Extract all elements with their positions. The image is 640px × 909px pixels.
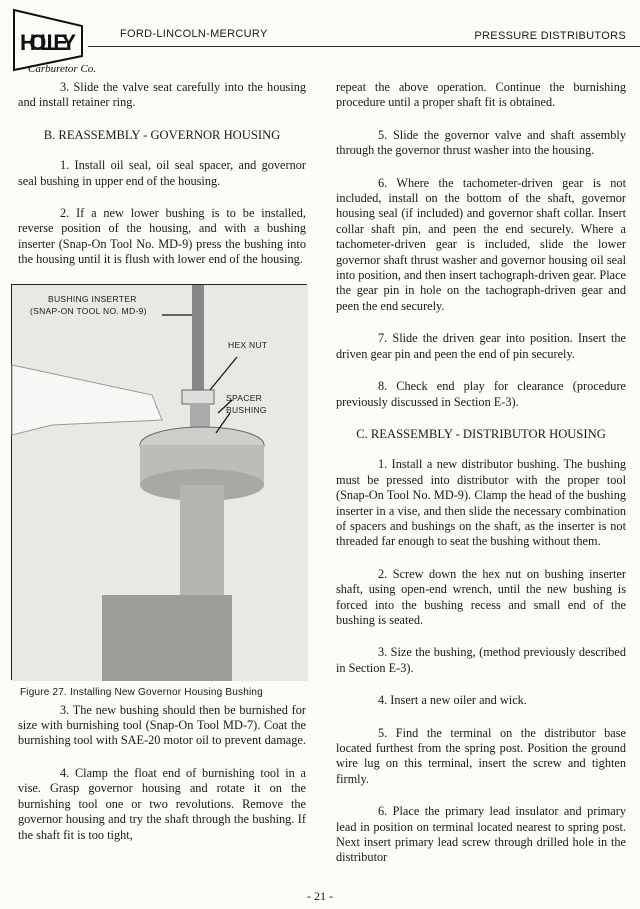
label-spacer: SPACER bbox=[226, 393, 263, 403]
label-snap-on-tool: (SNAP-ON TOOL NO. MD-9) bbox=[30, 306, 147, 316]
header-rule bbox=[88, 46, 640, 47]
paragraph: 3. Slide the valve seat carefully into the housing and install retainer ring. bbox=[18, 80, 306, 110]
section-heading: B. REASSEMBLY - GOVERNOR HOUSING bbox=[43, 127, 281, 142]
paragraph: 3. Size the bushing, (method previously described in Section E-3). bbox=[336, 645, 626, 675]
paragraph: 7. Slide the driven gear into position. Insert the driven gear pin and peen the end of pin securely. bbox=[336, 331, 626, 361]
svg-text:HOLLEY: HOLLEY bbox=[20, 30, 76, 55]
page-number: - 21 - bbox=[307, 889, 333, 903]
holley-logo bbox=[8, 6, 97, 76]
paragraph: 3. The new bushing should then be burnished for size with burnishing tool (Snap-On Tool MD-7). Coat the burnishing tool with SAE-20 motor oil to prevent damage. bbox=[18, 702, 306, 748]
label-bushing-inserter: BUSHING INSERTER bbox=[48, 294, 137, 304]
svg-text:Carburetor Co.: Carburetor Co. bbox=[28, 63, 97, 75]
paragraph: 1. Install a new distributor bushing. The bushing must be pressed into distributor with the proper tool (Snap-On Tool No. MD-9). Clamp the head of the bushing inserter in a vise, and then slide the necessary combination of spacers and bushings on the shaft, as the inserter is not threaded far enough to seat the bushing without them. bbox=[336, 457, 626, 549]
paragraph: 2. If a new lower bushing is to be installed, reverse position of the housing, and with a bushing inserter (Snap-On Tool No. MD-9) press the bushing into the housing until it is flush with lower end of the housing. bbox=[18, 206, 306, 267]
header-right: PRESSURE DISTRIBUTORS bbox=[474, 30, 626, 42]
figure-caption: Figure 27. Installing New Governor Housing Bushing bbox=[20, 687, 263, 698]
paragraph: repeat the above operation. Continue the burnishing procedure until a proper shaft fit is obtained. bbox=[336, 80, 626, 110]
paragraph: 5. Find the terminal on the distributor base located furthest from the spring post. Position the ground wire lug on this terminal, insert the screw and tighten firmly. bbox=[336, 725, 626, 786]
label-bushing: BUSHING bbox=[226, 405, 267, 415]
header-left: FORD-LINCOLN-MERCURY bbox=[120, 28, 268, 40]
figure-27-photo bbox=[11, 284, 307, 680]
right-column bbox=[336, 80, 626, 866]
label-hex-nut: HEX NUT bbox=[228, 340, 268, 350]
paragraph: 6. Place the primary lead insulator and primary lead in position on terminal located nearest to spring post. Next insert primary lead screw through drilled hole in the distributor bbox=[336, 804, 626, 865]
paragraph: 8. Check end play for clearance (procedure previously discussed in Section E-3). bbox=[336, 379, 626, 409]
paragraph: 2. Screw down the hex nut on bushing inserter shaft, using open-end wrench, until the new bushing is forced into the bushing recess and small end of the bushing is seated. bbox=[336, 566, 626, 627]
section-heading: C. REASSEMBLY - DISTRIBUTOR HOUSING bbox=[356, 426, 606, 441]
paragraph: 4. Insert a new oiler and wick. bbox=[378, 693, 527, 708]
paragraph: 4. Clamp the float end of burnishing tool in a vise. Grasp governor housing and rotate it on the burnishing tool one or two revolutions. Remove the governor housing and try the shaft through the bushing. If the shaft fit is too tight, bbox=[18, 765, 306, 842]
paragraph: 6. Where the tachometer-driven gear is not included, install on the bottom of the shaft, governor housing seal (if included) and governor shaft collar. Insert collar shaft pin, and peen the end securely. Where a tachometer-driven gear is included, slide the lower governor shaft thrust washer and governor housing oil seal into position, and then insert tachograph-driven gear. Place the gear pin in hole on the tachograph-driven gear and peen the end securely. bbox=[336, 175, 626, 313]
paragraph: 1. Install oil seal, oil seal spacer, and governor seal bushing in upper end of the housing. bbox=[18, 158, 306, 188]
paragraph: 5. Slide the governor valve and shaft assembly through the governor thrust washer into the housing. bbox=[336, 127, 626, 158]
